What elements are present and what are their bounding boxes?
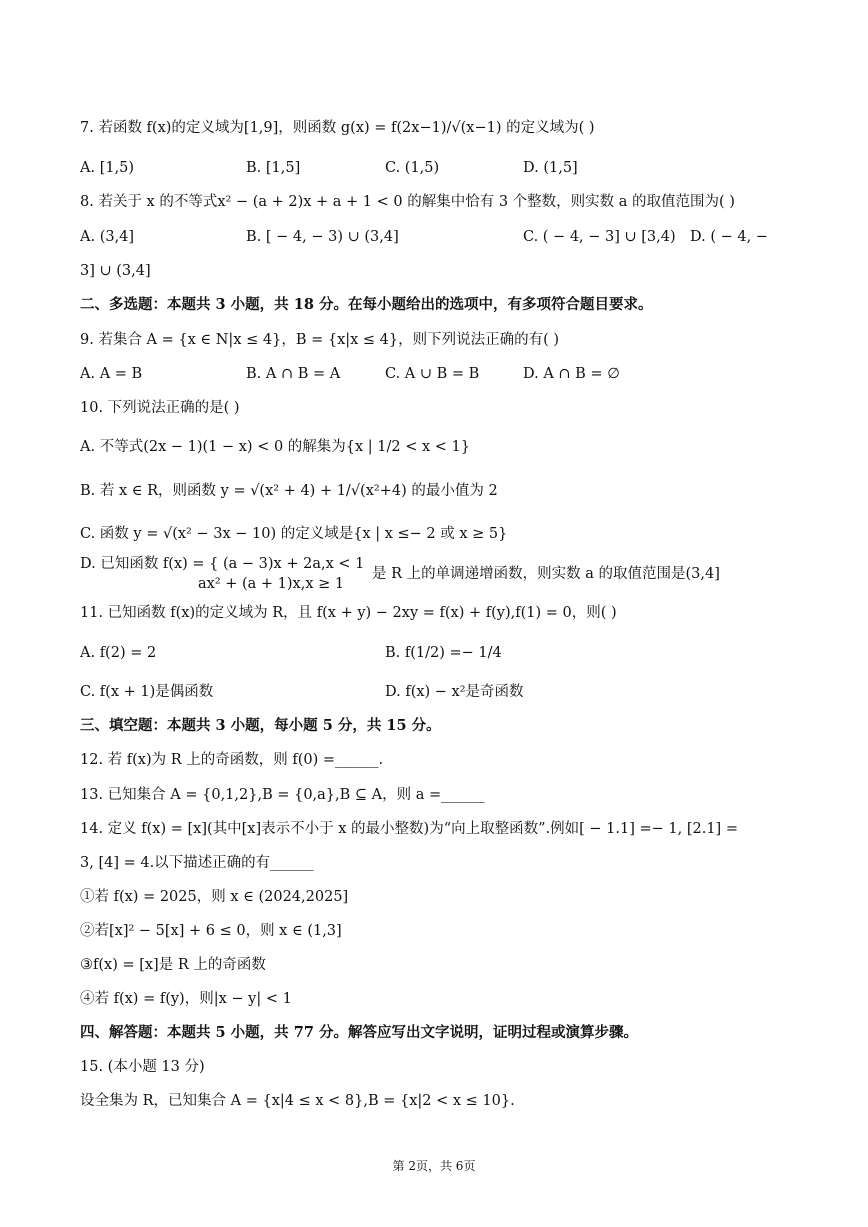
q14-line2: 3, [4] = 4.以下描述正确的有______: [80, 855, 314, 871]
section-multi-choice-heading: 二、多选题：本题共 3 小题，共 18 分。在每小题给出的选项中，有多项符合题目要求。: [80, 296, 653, 313]
q8-stem: 8. 若关于 x 的不等式x² − (a + 2)x + a + 1 < 0 的解集中恰有 3 个整数，则实数 a 的取值范围为( ): [80, 194, 735, 210]
q7-option-a: A. [1,5): [80, 160, 135, 176]
q7-option-d: D. (1,5]: [523, 160, 578, 176]
q10-option-d-line2: ax² + (a + 1)x,x ≥ 1: [198, 576, 345, 592]
q10-stem: 10. 下列说法正确的是( ): [80, 400, 240, 416]
q9-stem: 9. 若集合 A = {x ∈ N|x ≤ 4}，B = {x|x ≤ 4}，则下列说法正确的有( ): [80, 332, 560, 348]
section-solution-heading: 四、解答题：本题共 5 小题，共 77 分。解答应写出文字说明，证明过程或演算步骤。: [80, 1024, 638, 1041]
q14-line1: 14. 定义 f(x) = [x](其中[x]表示不小于 x 的最小整数)为“向上取整函数”.例如[ − 1.1] =− 1, [2.1] =: [80, 821, 738, 837]
q13-text: 13. 已知集合 A = {0,1,2},B = {0,a},B ⊆ A，则 a =______: [80, 787, 485, 803]
q8-option-d: D. ( − 4, −: [690, 229, 768, 245]
q8-option-d-continued: 3] ∪ (3,4]: [80, 263, 151, 279]
q10-option-d-tail: 是 R 上的单调递增函数，则实数 a 的取值范围是(3,4]: [372, 566, 720, 582]
q7-option-b: B. [1,5]: [246, 160, 301, 176]
q14-statement-1: ①若 f(x) = 2025，则 x ∈ (2024,2025]: [80, 889, 349, 905]
q7-option-c: C. (1,5): [385, 160, 440, 176]
q8-option-c: C. ( − 4, − 3] ∪ [3,4): [523, 229, 676, 245]
q10-option-b: B. 若 x ∈ R，则函数 y = √(x² + 4) + 1/√(x²+4) 的最小值为 2: [80, 483, 498, 499]
q11-option-c: C. f(x + 1)是偶函数: [80, 684, 214, 700]
q14-statement-4: ④若 f(x) = f(y)，则|x − y| < 1: [80, 991, 292, 1007]
q9-option-c: C. A ∪ B = B: [385, 366, 480, 382]
q15-body: 设全集为 R，已知集合 A = {x|4 ≤ x < 8},B = {x|2 < x ≤ 10}.: [80, 1093, 515, 1109]
q11-stem: 11. 已知函数 f(x)的定义域为 R，且 f(x + y) − 2xy = f(x) + f(y),f(1) = 0，则( ): [80, 605, 617, 621]
q9-option-a: A. A = B: [80, 366, 143, 382]
section-fill-blank-heading: 三、填空题：本题共 3 小题，每小题 5 分，共 15 分。: [80, 717, 441, 734]
q14-statement-2: ②若[x]² − 5[x] + 6 ≤ 0，则 x ∈ (1,3]: [80, 923, 342, 939]
q10-option-c: C. 函数 y = √(x² − 3x − 10) 的定义域是{x | x ≤− 2 或 x ≥ 5}: [80, 526, 508, 542]
q10-option-a: A. 不等式(2x − 1)(1 − x) < 0 的解集为{x | 1/2 < x < 1}: [80, 439, 470, 455]
q11-option-b: B. f(1/2) =− 1/4: [385, 645, 502, 661]
q9-option-d: D. A ∩ B = ∅: [523, 366, 620, 382]
q7-stem: 7. 若函数 f(x)的定义域为[1,9]，则函数 g(x) = f(2x−1)/√(x−1) 的定义域为( ): [80, 120, 595, 136]
q11-option-a: A. f(2) = 2: [80, 645, 157, 661]
q15-heading: 15. (本小题 13 分): [80, 1059, 205, 1075]
q8-option-b: B. [ − 4, − 3) ∪ (3,4]: [246, 229, 399, 245]
q8-option-a: A. (3,4]: [80, 229, 135, 245]
q12-text: 12. 若 f(x)为 R 上的奇函数，则 f(0) =______.: [80, 752, 384, 768]
q9-option-b: B. A ∩ B = A: [246, 366, 341, 382]
q14-statement-3: ③f(x) = [x]是 R 上的奇函数: [80, 957, 266, 973]
q10-option-d-line1: D. 已知函数 f(x) = { (a − 3)x + 2a,x < 1: [80, 556, 365, 572]
page-footer: 第 2页，共 6页: [392, 1159, 476, 1173]
q11-option-d: D. f(x) − x²是奇函数: [385, 684, 524, 700]
